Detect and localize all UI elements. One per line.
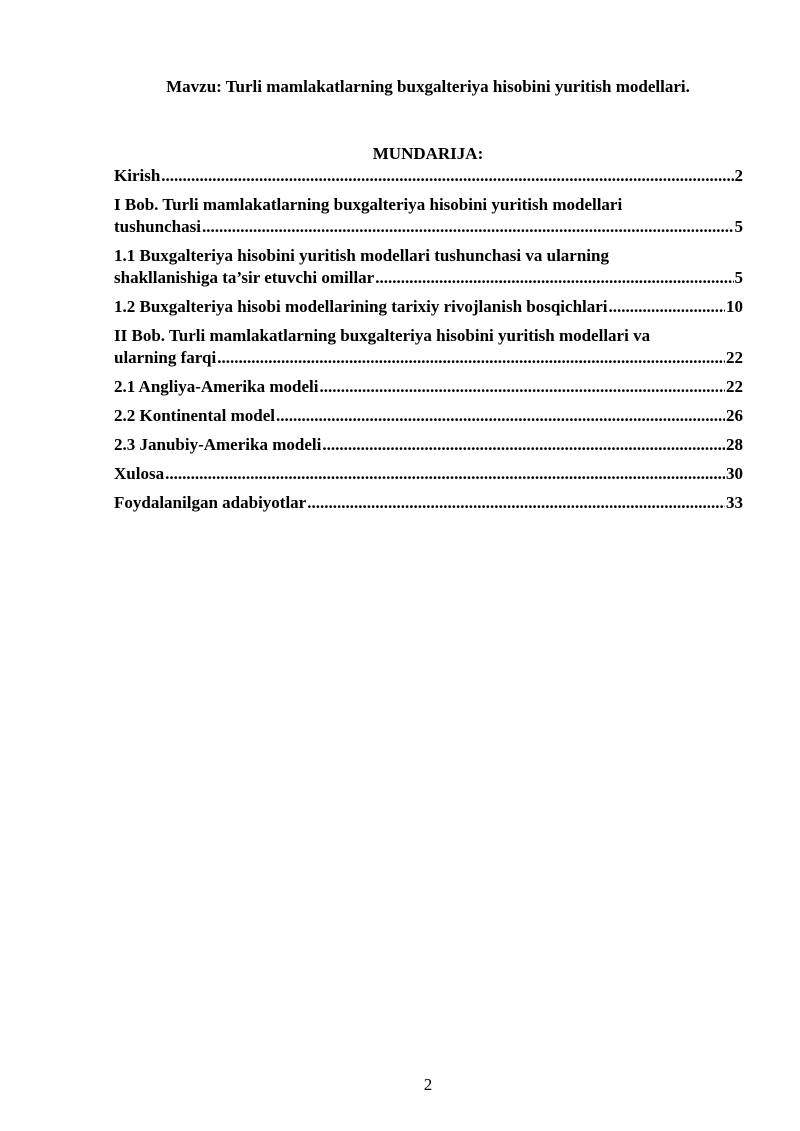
toc-entry-title-line: 1.2 Buxgalteriya hisobi modellarining tarixiy rivojlanish bosqichlari [114,297,608,316]
toc-entry [114,463,743,485]
toc-entry-title-line: II Bob. Turli mamlakatlarning buxgalteriya hisobini yuritish modellari va [114,326,651,345]
toc-entry [114,405,743,427]
toc-entry [114,194,743,238]
toc-entry-row [114,296,743,318]
toc-entry-title-line: shakllanishiga ta’sir etuvchi omillar [114,268,375,287]
toc-dot-leader [161,165,733,187]
toc-entry [114,245,743,289]
toc-dot-leader [217,347,725,369]
toc-entry [114,376,743,398]
toc-entry-title-line: 2.2 Kontinental model [114,406,276,425]
toc-dot-leader [609,296,725,318]
page-number: 2 [423,1075,433,1094]
toc-entry-title-line: Foydalanilgan adabiyotlar [114,493,307,512]
toc-entry-page: 10 [726,297,743,316]
toc-entry-title-line: I Bob. Turli mamlakatlarning buxgalteriya hisobini yuritish modellari [114,195,623,214]
toc-entry [114,434,743,456]
toc-dot-leader [322,434,725,456]
toc-dot-leader [202,216,734,238]
toc-entry-row [114,347,743,369]
toc-dot-leader [276,405,725,427]
toc-entry-title-line: Xulosa [114,464,165,483]
toc-entry-row [114,405,743,427]
toc-entry [114,296,743,318]
toc-entry-page: 2 [734,166,743,185]
toc-entry [114,325,743,369]
toc-entry-page: 28 [726,435,743,454]
toc-entry-row [114,434,743,456]
toc-entry-title-line: ularning farqi [114,348,217,367]
toc-entry-page: 26 [726,406,743,425]
toc-entry-row [114,267,743,289]
toc-entry-page: 33 [726,493,743,512]
toc-entry-row [114,165,743,187]
toc-entry-page: 5 [734,268,743,287]
toc-entry-title-line: Kirish [114,166,161,185]
toc-entry [114,165,743,187]
toc-entry-title-line: 1.1 Buxgalteriya hisobini yuritish modellari tushunchasi va ularning [114,246,609,265]
toc-entry-row [114,492,743,514]
document-topic: Mavzu: Turli mamlakatlarning buxgalteriya hisobini yuritish modellari. [166,77,690,96]
toc-entry-title-line: 2.1 Angliya-Amerika modeli [114,377,319,396]
toc-heading: MUNDARIJA: [372,144,484,163]
toc-entry-page: 30 [726,464,743,483]
toc-entry-row [114,463,743,485]
toc-entry-page: 22 [726,377,743,396]
toc-entry-row [114,376,743,398]
toc-dot-leader [375,267,733,289]
toc-dot-leader [165,463,725,485]
toc-dot-leader [319,376,725,398]
table-of-contents [114,165,743,521]
toc-entry-row [114,216,743,238]
toc-entry [114,492,743,514]
toc-entry-title-line: tushunchasi [114,217,201,236]
toc-entry-title-line: 2.3 Janubiy-Amerika modeli [114,435,322,454]
toc-dot-leader [307,492,725,514]
toc-entry-page: 5 [734,217,743,236]
toc-entry-page: 22 [726,348,743,367]
